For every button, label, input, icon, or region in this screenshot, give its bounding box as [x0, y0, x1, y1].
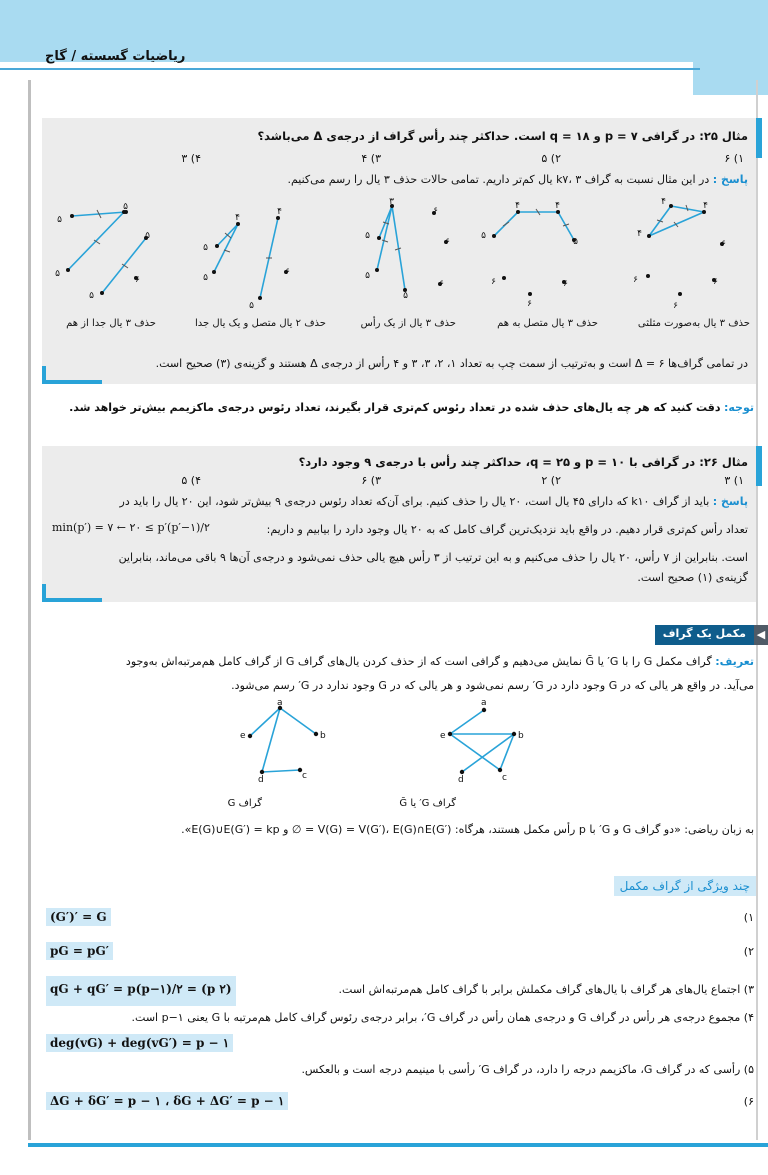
svg-text:۴: ۴	[637, 229, 642, 239]
option-2: ۲) ۲	[541, 474, 561, 487]
caption-connected: حذف ۳ یال متصل به هم	[497, 318, 598, 329]
option-1: ۱) ۳	[724, 474, 744, 487]
svg-text:۶: ۶	[527, 299, 532, 309]
example-25-box	[42, 118, 756, 384]
svg-text:۶: ۶	[439, 279, 444, 289]
svg-text:۴: ۴	[661, 198, 666, 207]
vertex-label: c	[502, 773, 507, 783]
arrow-icon: ◀	[754, 625, 768, 645]
svg-text:۵: ۵	[57, 215, 62, 225]
svg-text:۴: ۴	[277, 207, 282, 217]
box-accent	[42, 380, 102, 384]
answer-line-2: تعداد رأس کم‌تری قرار دهیم. در واقع باید نزدیک‌ترین گراف کامل که به ۲۰ یال وجود دارد را بیابیم و داریم:	[266, 523, 748, 536]
prop-text-3: ۳) اجتماع یال‌های هر گراف با یال‌های گراف مکملش برابر با گراف کامل هم‌مرتبه‌اش است.	[338, 983, 754, 996]
page-header-title: ریاضیات گسسته / گاج	[45, 49, 186, 64]
right-margin-rule	[756, 80, 758, 1140]
example-26-box	[42, 446, 756, 602]
svg-text:۴: ۴	[515, 201, 520, 211]
svg-text:۵: ۵	[481, 231, 486, 241]
formula: min(p′) = ۷ ← ۲۰ ≤ p′(p′−۱)/۲	[52, 521, 210, 534]
example-25-title: مثال ۲۵: در گرافی ۷ = p و ۱۸ = q است. حداکثر چند رأس گراف از درجه‌ی Δ می‌باشد؟	[257, 129, 748, 143]
box-accent	[756, 446, 762, 486]
svg-text:۶: ۶	[433, 206, 438, 216]
graph-gc-caption: گراف G′ یا Ḡ	[399, 798, 456, 809]
box-accent	[42, 584, 46, 602]
svg-text:۵: ۵	[403, 291, 408, 301]
left-margin-rule	[28, 80, 31, 1140]
svg-text:۵: ۵	[145, 231, 150, 241]
svg-text:۵: ۵	[55, 269, 60, 279]
prop-number-1: ۱)	[743, 911, 754, 924]
header-divider	[0, 68, 700, 70]
footer-rule	[28, 1143, 768, 1147]
svg-text:۶: ۶	[563, 279, 568, 289]
svg-text:۵: ۵	[365, 231, 370, 241]
definition-line-2: می‌آید. در واقع هر یالی که در G وجود دارد در G′ رسم نمی‌شود و هر یالی که در G وجود ندارد در G′ رسم می‌شود.	[231, 679, 754, 692]
vertex-label: d	[458, 775, 464, 785]
section-tag: مکمل یک گراف	[655, 625, 754, 645]
note-text: دقت کنید که هر چه یال‌های حذف شده در تعداد رئوس کم‌تری قرار بگیرند، تعداد رئوس درجه‌ی ماکزیمم بیش‌تر خواهد شد.	[69, 401, 721, 414]
svg-text:۴: ۴	[235, 213, 240, 223]
prop-text-4: ۴) مجموع درجه‌ی هر رأس در گراف G و درجه‌ی همان رأس در گراف G′، برابر درجه‌ی رئوس گراف کامل هم‌مرتبه با G یعنی p−۱ است.	[131, 1011, 754, 1024]
svg-text:۶: ۶	[445, 237, 450, 247]
vertex-label: e	[240, 731, 246, 741]
svg-text:۵: ۵	[89, 291, 94, 301]
svg-text:۶: ۶	[633, 275, 638, 285]
math-language-line: به زبان ریاضی: «دو گراف G و G′ با p رأس مکمل هستند، هرگاه: V(G) = V(G′)، E(G)∩E(G′) = ∅ و E(G)∪E(G′) = kp».	[181, 823, 754, 836]
prop-number-6: ۶)	[743, 1095, 754, 1108]
svg-text:۶: ۶	[713, 277, 718, 287]
answer-line	[287, 172, 748, 189]
vertex-label: b	[518, 731, 524, 741]
option-4: ۴) ۵	[181, 474, 201, 487]
graph-g-caption: گراف G	[227, 798, 262, 809]
note-line	[69, 400, 754, 417]
prop-formula-2: pG = pG′	[46, 942, 113, 960]
svg-text:۶: ۶	[721, 239, 726, 249]
answer-label: پاسخ :	[712, 173, 748, 186]
prop-number-2: ۲)	[743, 945, 754, 958]
note-label: توجه:	[723, 401, 754, 414]
option-3: ۳) ۴	[361, 152, 381, 165]
edge-removal-diagrams	[42, 198, 756, 318]
caption-separate: حذف ۳ یال جدا از هم	[66, 318, 156, 329]
vertex-label: d	[258, 775, 264, 785]
option-2: ۲) ۵	[541, 152, 561, 165]
svg-text:۴: ۴	[555, 201, 560, 211]
definition-text: گراف مکمل G را با G′ یا Ḡ نمایش می‌دهیم و گرافی است که از حذف کردن یال‌های گراف G از گراف کامل هم‌مرتبه‌اش به‌وجود	[125, 655, 712, 668]
answer-line-3: است. بنابراین از ۷ رأس، ۲۰ یال را حذف می‌کنیم و به این ترتیب از ۳ رأس هیچ یالی حذف نمی‌شود و درجه‌ی آن‌ها ۹ باقی می‌ماند، بنابراین	[118, 551, 748, 564]
box-accent	[42, 366, 46, 384]
definition-label: تعریف:	[715, 655, 754, 668]
svg-text:۶: ۶	[135, 275, 140, 285]
prop-formula-6: ΔG + δG′ = p − ۱ ، δG + ΔG′ = p − ۱	[46, 1092, 288, 1110]
prop-formula-1: (G′)′ = G	[46, 908, 111, 926]
prop-formula-3: qG + qG′ = p(p−۱)/۲ = (p ۲)	[46, 976, 236, 1006]
caption-triangle: حذف ۳ یال به‌صورت مثلثی	[637, 318, 750, 329]
svg-text:۵: ۵	[365, 271, 370, 281]
vertex-label: a	[277, 698, 283, 708]
vertex-label: a	[481, 698, 487, 708]
svg-text:۶: ۶	[491, 277, 496, 287]
svg-text:۵: ۵	[249, 301, 254, 311]
svg-text:۵: ۵	[573, 237, 578, 247]
caption-two-plus-one: حذف ۲ یال متصل و یک یال جدا	[194, 318, 326, 329]
vertex-label: e	[440, 731, 446, 741]
svg-text:۵: ۵	[203, 273, 208, 283]
box-accent	[756, 118, 762, 158]
prop-formula-4: deg(vG) + deg(vG′) = p − ۱	[46, 1034, 233, 1052]
vertex-label: c	[302, 771, 307, 781]
svg-text:۵: ۵	[203, 243, 208, 253]
svg-text:۶: ۶	[673, 301, 678, 311]
definition-line-1	[126, 654, 754, 671]
option-1: ۱) ۶	[724, 152, 744, 165]
answer-line	[120, 494, 748, 511]
svg-text:۶: ۶	[285, 267, 290, 277]
example-25-conclusion: در تمامی گراف‌ها ۶ = Δ است و به‌ترتیب از سمت چپ به تعداد ۱، ۲، ۳، ۳ و ۴ رأس از درجه‌ی Δ هستند و گزینه‌ی (۳) صحیح است.	[155, 357, 748, 370]
vertex-label: b	[320, 731, 326, 741]
svg-text:۵: ۵	[123, 202, 128, 212]
properties-title: چند ویژگی از گراف مکمل	[614, 876, 756, 896]
option-3: ۳) ۶	[361, 474, 381, 487]
answer-text: باید از گراف k۱۰ که دارای ۴۵ یال است، ۲۰ یال را حذف کنیم. برای آن‌که تعداد رئوس درجه‌ی ۹ بیش‌تر شود، این ۲۰ یال را باید در	[119, 495, 710, 508]
prop-text-5: ۵) رأسی که در گراف G، ماکزیمم درجه را دارد، در گراف G′ رأسی با مینیمم درجه است و بالعکس.	[301, 1063, 754, 1076]
answer-line-4: گزینه‌ی (۱) صحیح است.	[637, 571, 748, 584]
option-4: ۴) ۳	[181, 152, 201, 165]
answer-text: در این مثال نسبت به گراف k۷، ۳ یال کم‌تر داریم. تمامی حالات حذف ۳ یال را رسم می‌کنیم.	[287, 173, 710, 186]
svg-text:۳: ۳	[389, 198, 394, 207]
complement-graphs	[220, 698, 560, 816]
svg-text:۴: ۴	[703, 201, 708, 211]
example-26-title: مثال ۲۶: در گرافی با ۱۰ = p و ۲۵ = q، حداکثر چند رأس با درجه‌ی ۹ وجود دارد؟	[298, 455, 748, 469]
caption-one-vertex: حذف ۳ یال از یک رأس	[360, 318, 456, 329]
answer-label: پاسخ :	[712, 495, 748, 508]
box-accent	[42, 598, 102, 602]
